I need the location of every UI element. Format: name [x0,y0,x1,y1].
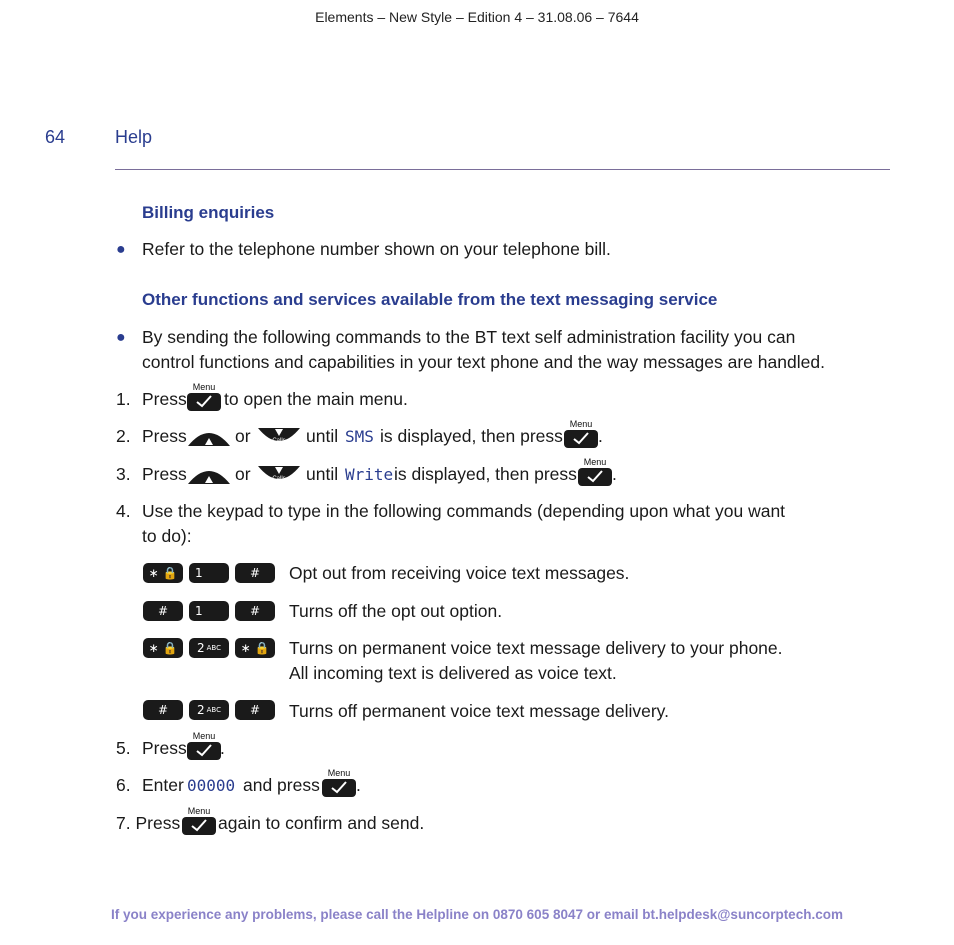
step-6-number: 6. [116,775,131,795]
menu-key-label: Menu [327,768,351,778]
menu-key-label: Menu [192,382,216,392]
calls-label: Calls [272,476,286,482]
key-1-icon: 1 [189,563,229,583]
step-1-text: to open the main menu. [224,389,408,409]
menu-key-label: Menu [187,806,211,816]
step-4-line1: Use the keypad to type in the following commands (depending upon what you want [142,501,786,521]
hash-key-icon: # [235,601,275,621]
step-1-number: 1. [116,389,131,409]
redial-label: Redial [200,467,218,473]
step-5-press: Press [142,738,187,758]
step-2-text: is displayed, then press [380,426,563,446]
menu-key-icon [187,382,221,412]
menu-key-label: Menu [583,457,607,467]
header-rule [115,169,890,170]
step-6-enter: Enter [142,775,184,795]
hash-key-icon: # [235,700,275,720]
key-1-icon: 1 [189,601,229,621]
step-6-text: and press [243,775,320,795]
key-2-abc-icon [189,700,229,720]
menu-key-label: Menu [192,731,216,741]
section-title: Help [115,127,153,147]
star-lock-key-icon: ∗ 🔒 [235,638,275,658]
step-4-line2: to do): [142,526,192,546]
menu-key-icon [187,731,221,761]
step-5-end: . [220,738,225,758]
step-3-until: until [306,464,339,484]
command-4-text: Turns off permanent voice text message delivery. [289,701,669,721]
menu-key-icon [182,806,216,836]
step-7-press: 7. Press [116,813,181,833]
step-2-until: until [306,426,339,446]
menu-key-icon [578,457,612,487]
hash-key-icon: # [143,700,183,720]
step-3-number: 3. [116,464,131,484]
menu-key-icon [564,419,598,449]
bullet-dot: ● [116,329,126,346]
calls-label: Calls [272,438,286,444]
bullet-dot: ● [116,241,126,258]
billing-heading: Billing enquiries [142,203,275,222]
nav-up-redial-icon [186,464,232,488]
step-2-or: or [235,426,251,446]
step-6-end: . [356,775,361,795]
key-2-letters: ABC [206,644,221,652]
step-3-press: Press [142,464,187,484]
command-3-line2: All incoming text is delivered as voice text. [289,663,617,683]
star-lock-key-icon: ∗ 🔒 [143,563,183,583]
nav-down-calls-icon [256,464,302,488]
step-3-end: . [612,464,617,484]
key-2-letters: ABC [206,706,221,714]
lcd-text-code: 00000 [187,776,236,795]
step-2-press: Press [142,426,187,446]
hash-key-icon: # [235,563,275,583]
lcd-text-write: Write [345,465,394,484]
step-1-press: Press [142,389,187,409]
command-1-text: Opt out from receiving voice text messages. [289,563,630,583]
lcd-text-sms: SMS [345,427,374,446]
menu-key-label: Menu [569,419,593,429]
key-2-digit: 2 [197,641,205,655]
page-number: 64 [45,127,66,147]
key-2-abc-icon [189,638,229,658]
nav-down-calls-icon [256,426,302,450]
step-4-number: 4. [116,501,131,521]
step-7-text: again to confirm and send. [218,813,425,833]
step-3-text: is displayed, then press [394,464,577,484]
document-header: Elements – New Style – Edition 4 – 31.08.06 – 7644 [315,9,639,25]
other-bullet-line2: control functions and capabilities in your text phone and the way messages are handled. [142,352,825,372]
command-3-line1: Turns on permanent voice text message delivery to your phone. [289,638,783,658]
other-bullet-line1: By sending the following commands to the BT text self administration facility you can [142,327,796,347]
other-heading: Other functions and services available from the text messaging service [142,290,718,309]
step-2-number: 2. [116,426,131,446]
menu-key-icon [322,768,356,798]
star-lock-key-icon: ∗ 🔒 [143,638,183,658]
nav-up-redial-icon [186,426,232,450]
step-2-end: . [598,426,603,446]
step-3-or: or [235,464,251,484]
key-2-digit: 2 [197,703,205,717]
hash-key-icon: # [143,601,183,621]
redial-label: Redial [200,429,218,435]
step-5-number: 5. [116,738,131,758]
billing-bullet-text: Refer to the telephone number shown on your telephone bill. [142,239,611,259]
command-2-text: Turns off the opt out option. [289,601,503,621]
footer-helpline: If you experience any problems, please call the Helpline on 0870 605 8047 or email bt.helpdesk@suncorptech.com [111,907,843,922]
